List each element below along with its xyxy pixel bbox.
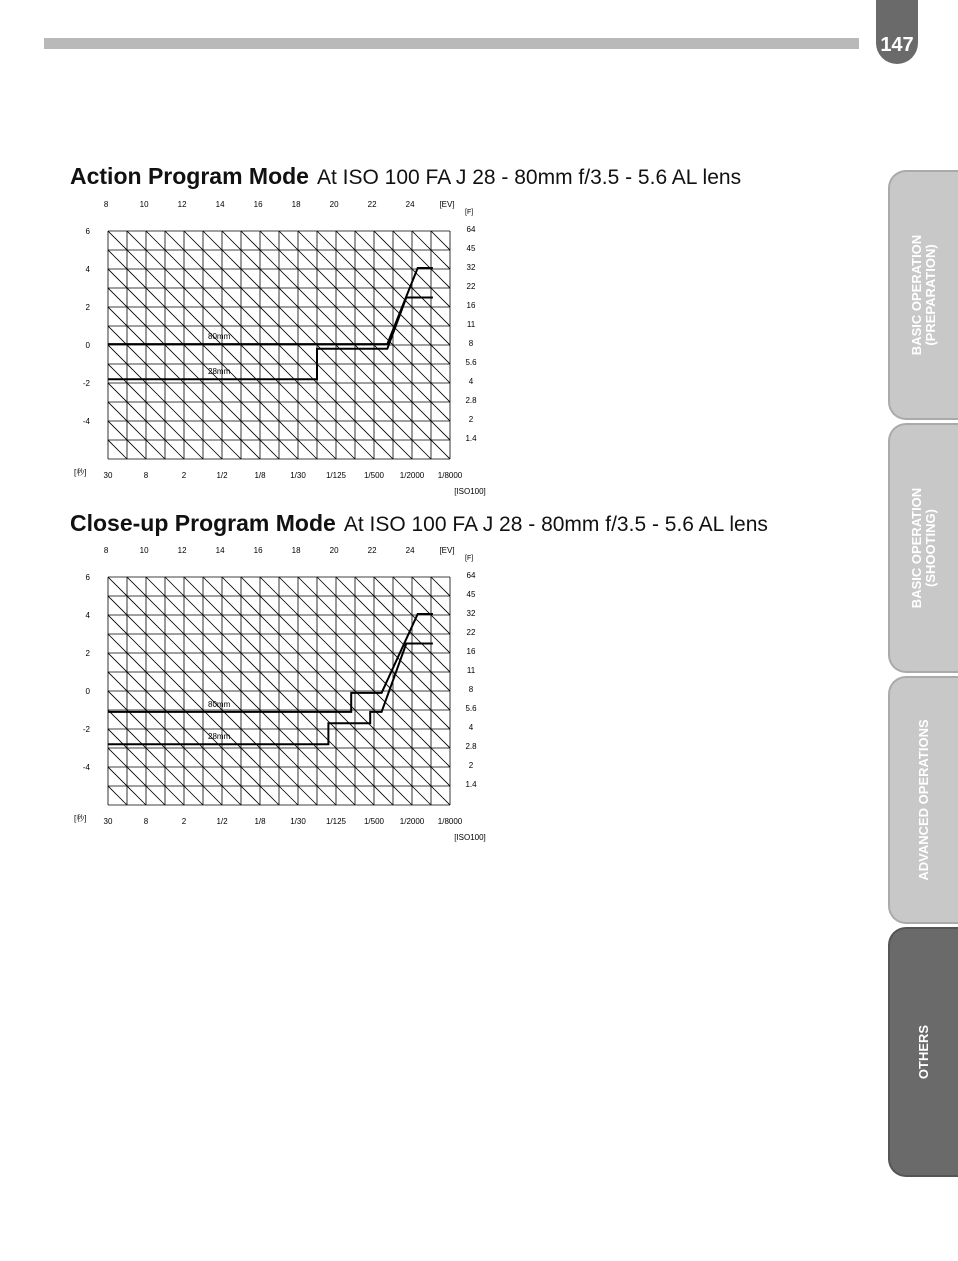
ev-axis-label: [EV] [439,200,455,209]
shutter-tick-label: 1/500 [363,817,385,826]
shutter-tick-label: 30 [103,817,113,826]
f-tick-label: 2 [468,761,474,770]
ev-tick-label: 10 [139,200,149,209]
shutter-tick-label: 1/2000 [399,471,425,480]
y-tick-label: -4 [82,417,90,426]
series-label: 80mm [208,332,231,342]
shutter-unit-label: [秒] [74,468,87,477]
shutter-tick-label: 1/30 [290,471,306,480]
ev-diagonal-line [431,231,659,459]
series-label: 28mm [208,367,231,377]
y-tick-label: 6 [85,227,90,236]
page-number: 147 [876,0,918,64]
shutter-tick-label: 1/8 [254,471,266,480]
y-tick-label: 0 [85,687,90,696]
f-tick-label: 11 [466,666,476,675]
f-tick-label: 1.4 [465,780,477,789]
section-subtitle: At ISO 100 FA J 28 - 80mm f/3.5 - 5.6 AL lens [316,166,742,189]
ev-tick-label: 24 [405,546,415,555]
ev-tick-label: 18 [291,546,301,555]
ev-diagonal-line [450,231,678,459]
action-program-chart [64,196,486,496]
tab-others[interactable] [888,927,958,1177]
ev-diagonal-line [450,577,678,805]
exposure-chart-svg [64,196,486,496]
shutter-tick-label: 1/8 [254,817,266,826]
section-heading-closeup [70,510,768,537]
ev-tick-label: 12 [177,546,187,555]
f-tick-label: 32 [466,263,476,272]
section-title: Close-up Program Mode [70,510,336,536]
shutter-tick-label: 1/8000 [437,817,463,826]
f-tick-label: 45 [466,244,476,253]
y-tick-label: 6 [85,573,90,582]
y-tick-label: -2 [82,379,90,388]
f-tick-label: 4 [468,377,474,386]
y-tick-label: 2 [85,649,90,658]
ev-tick-label: 20 [329,200,339,209]
f-tick-label: 8 [468,685,474,694]
y-tick-label: 4 [85,265,90,274]
series-label: 80mm [208,699,231,709]
f-tick-label: 4 [468,723,474,732]
closeup-program-chart [64,542,486,842]
ev-tick-label: 22 [367,200,377,209]
ev-diagonal-line [0,577,108,805]
y-tick-label: 2 [85,303,90,312]
shutter-tick-label: 1/125 [325,817,347,826]
section-subtitle: At ISO 100 FA J 28 - 80mm f/3.5 - 5.6 AL lens [343,513,768,536]
tab-label: ADVANCED OPERATIONS [916,719,931,881]
ev-tick-label: 22 [367,546,377,555]
ev-tick-label: 14 [215,200,225,209]
f-tick-label: 64 [466,571,476,580]
f-axis-label: [F] [465,209,474,216]
ev-tick-label: 20 [329,546,339,555]
y-tick-label: 0 [85,341,90,350]
section-heading-action [70,163,741,190]
f-axis-label: [F] [465,555,474,562]
ev-diagonal-line [0,231,108,459]
shutter-tick-label: 2 [181,471,187,480]
f-tick-label: 5.6 [465,358,477,367]
tab-basic-operation-shooting[interactable] [888,423,958,673]
ev-tick-label: 18 [291,200,301,209]
shutter-tick-label: 8 [143,817,149,826]
ev-tick-label: 12 [177,200,187,209]
shutter-tick-label: 1/30 [290,817,306,826]
y-tick-label: 4 [85,611,90,620]
f-tick-label: 1.4 [465,434,477,443]
f-tick-label: 16 [466,647,476,656]
tab-label: BASIC OPERATION (SHOOTING) [909,487,938,609]
tab-basic-operation-preparation[interactable] [888,170,958,420]
shutter-tick-label: 2 [181,817,187,826]
tab-label: BASIC OPERATION (PREPARATION) [909,234,938,356]
shutter-tick-label: 1/8000 [437,471,463,480]
y-tick-label: -2 [82,725,90,734]
exposure-chart-svg [64,542,486,842]
f-tick-label: 11 [466,320,476,329]
ev-tick-label: 14 [215,546,225,555]
f-tick-label: 22 [466,628,476,637]
shutter-tick-label: 30 [103,471,113,480]
program-line-28mm [108,298,433,380]
f-tick-label: 5.6 [465,704,477,713]
shutter-tick-label: 1/500 [363,471,385,480]
ev-tick-label: 8 [103,200,109,209]
f-tick-label: 22 [466,282,476,291]
shutter-tick-label: 1/2 [216,471,228,480]
f-tick-label: 2.8 [465,742,477,751]
f-tick-label: 2.8 [465,396,477,405]
f-tick-label: 2 [468,415,474,424]
tab-advanced-operations[interactable] [888,676,958,924]
ev-tick-label: 24 [405,200,415,209]
ev-tick-label: 16 [253,546,263,555]
ev-axis-label: [EV] [439,546,455,555]
shutter-unit-label: [秒] [74,814,87,823]
tab-label: OTHERS [916,1024,931,1080]
f-tick-label: 8 [468,339,474,348]
shutter-tick-label: 1/125 [325,471,347,480]
iso-label: [ISO100] [454,487,486,496]
series-label: 28mm [208,732,231,742]
shutter-tick-label: 1/2 [216,817,228,826]
ev-tick-label: 10 [139,546,149,555]
f-tick-label: 16 [466,301,476,310]
header-bar [44,38,859,49]
f-tick-label: 45 [466,590,476,599]
ev-tick-label: 16 [253,200,263,209]
shutter-tick-label: 8 [143,471,149,480]
y-tick-label: -4 [82,763,90,772]
iso-label: [ISO100] [454,833,486,842]
ev-tick-label: 8 [103,546,109,555]
shutter-tick-label: 1/2000 [399,817,425,826]
ev-diagonal-line [431,577,659,805]
f-tick-label: 32 [466,609,476,618]
section-title: Action Program Mode [70,163,309,189]
f-tick-label: 64 [466,225,476,234]
